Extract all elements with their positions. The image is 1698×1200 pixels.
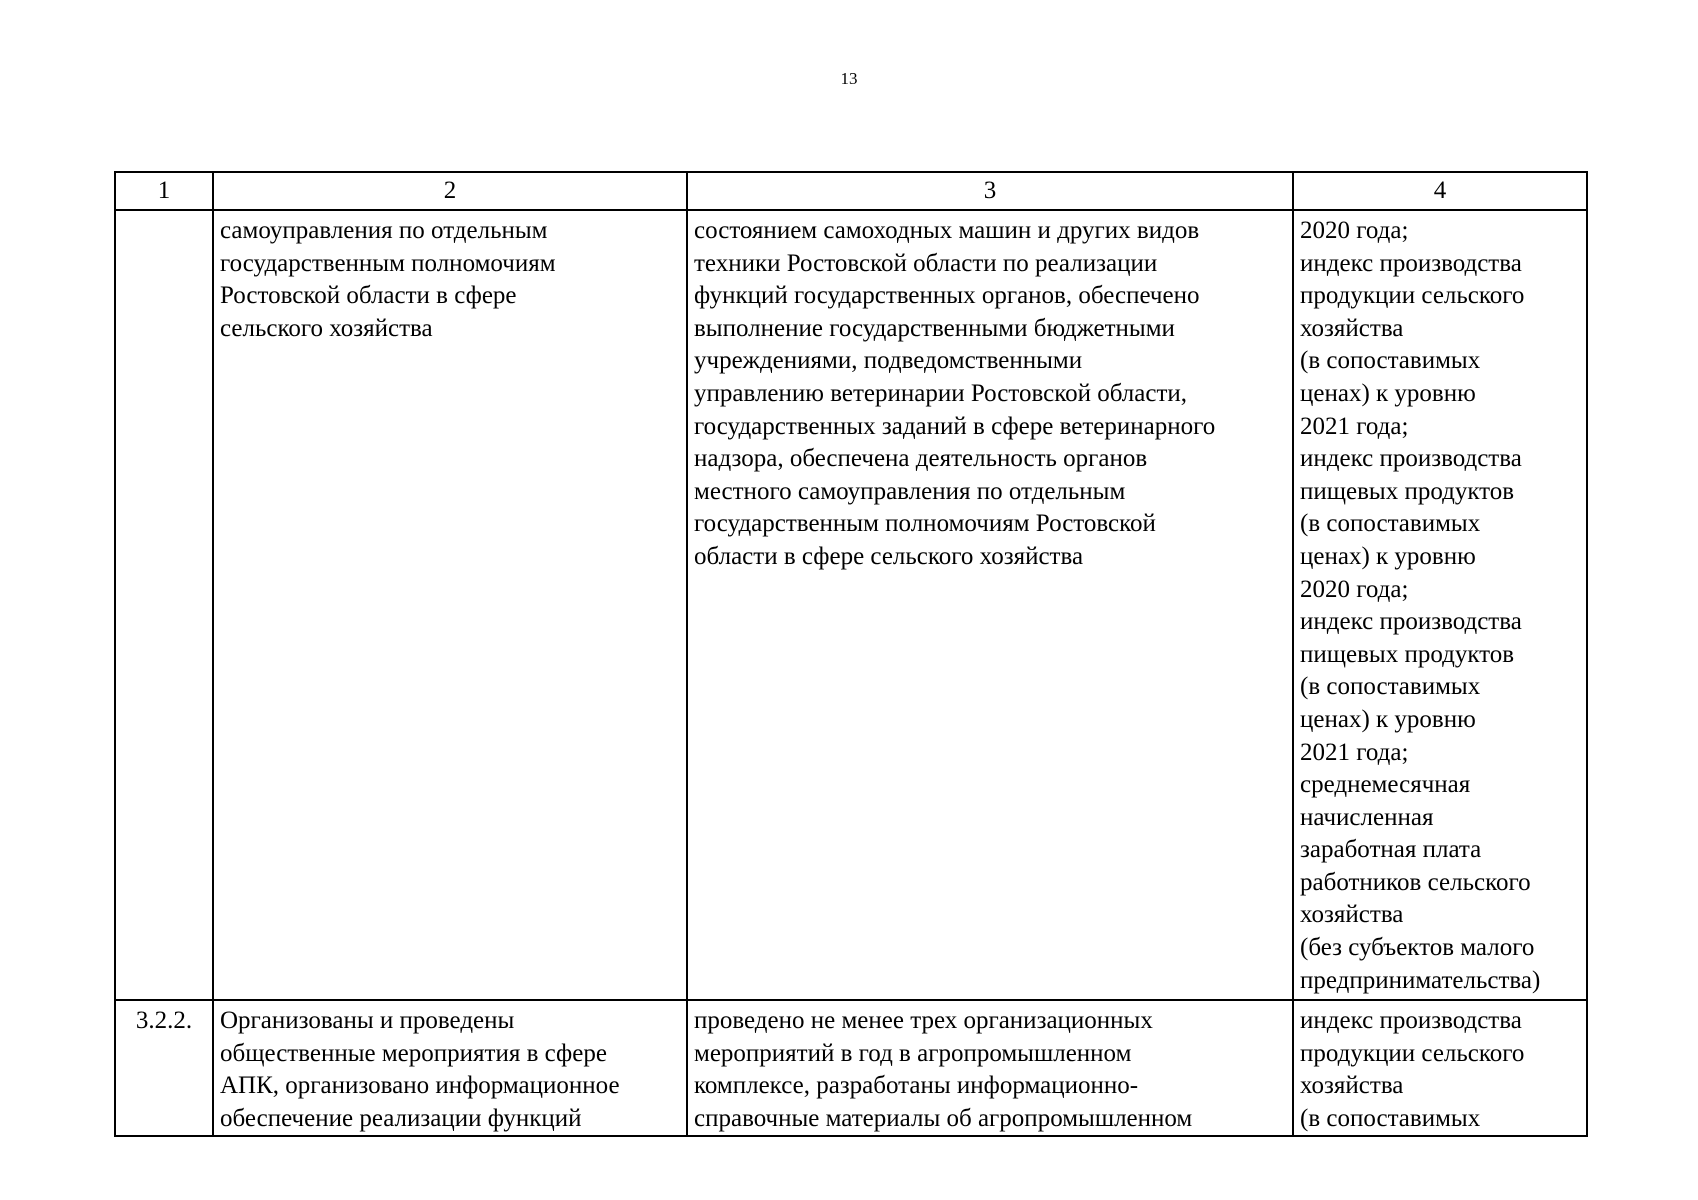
cell-text-line: индекс производства	[1300, 608, 1522, 636]
cell-text-line: самоуправления по отдельным	[220, 217, 548, 244]
cell-text-line: области в сфере сельского хозяйства	[694, 542, 1084, 570]
cell-text-line: хозяйства	[1300, 314, 1404, 342]
cell-text-line: ценах) к уровню	[1300, 542, 1476, 570]
cell-text-line: общественные мероприятия в сфере	[220, 1039, 607, 1067]
cell-text-line: выполнение государственными бюджетными	[694, 314, 1175, 342]
cell-text-line: АПК, организовано информационное	[220, 1072, 620, 1100]
cell-text-line: индекс производства	[1300, 249, 1522, 277]
cell-text-line: сельского хозяйства	[220, 314, 433, 342]
indicator-cell	[1293, 210, 1587, 1000]
cell-text-line: (в сопоставимых	[1300, 510, 1481, 538]
cell-text-line: ценах) к уровню	[1300, 379, 1476, 407]
cell-text-line: (в сопоставимых	[1300, 673, 1481, 701]
table-header-row	[115, 172, 1587, 210]
cell-text-line: хозяйства	[1300, 1072, 1404, 1100]
cell-text-line: продукции сельского	[1300, 1039, 1525, 1067]
cell-text-line: управлению ветеринарии Ростовской области,	[694, 379, 1188, 407]
cell-text-line: надзора, обеспечена деятельность органов	[694, 445, 1148, 473]
measure-name-cell	[213, 1000, 687, 1136]
column-header-4: 4	[1293, 172, 1587, 210]
table-row	[115, 1000, 1587, 1136]
cell-text-line: индекс производства	[1300, 1007, 1522, 1034]
cell-text-line: работников сельского	[1300, 868, 1531, 896]
column-header-2: 2	[213, 172, 687, 210]
cell-text-line: Ростовской области в сфере	[220, 282, 517, 310]
cell-text-line: (в сопоставимых	[1300, 347, 1481, 375]
column-header-1: 1	[115, 172, 213, 210]
cell-text-line: техники Ростовской области по реализации	[694, 249, 1158, 277]
cell-text-line: состоянием самоходных машин и других видов	[694, 217, 1200, 244]
column-header-3: 3	[687, 172, 1293, 210]
cell-text-line: мероприятий в год в агропромышленном	[694, 1039, 1132, 1067]
page-number: 13	[840, 69, 858, 88]
cell-text-line: Организованы и проведены	[220, 1007, 515, 1034]
measures-table	[114, 171, 1588, 1137]
cell-text-line: местного самоуправления по отдельным	[694, 477, 1126, 505]
cell-text-line: функций государственных органов, обеспечено	[694, 282, 1200, 310]
cell-text-line: обеспечение реализации функций	[220, 1104, 582, 1132]
cell-text-line: заработная плата	[1300, 836, 1482, 864]
expected-result-cell	[687, 1000, 1293, 1136]
cell-text-line: 2020 года;	[1300, 575, 1409, 603]
cell-text-line: начисленная	[1300, 803, 1434, 831]
cell-text-line: хозяйства	[1300, 901, 1404, 929]
cell-text-line: учреждениями, подведомственными	[694, 347, 1083, 375]
cell-text-line: 2020 года;	[1300, 217, 1409, 244]
cell-text-line: (в сопоставимых	[1300, 1104, 1481, 1132]
cell-text-line: справочные материалы об агропромышленном	[694, 1104, 1193, 1132]
cell-text-line: предпринимательства)	[1300, 966, 1541, 994]
cell-text-line: проведено не менее трех организационных	[694, 1007, 1153, 1034]
cell-text-line: государственных заданий в сфере ветеринарного	[694, 412, 1216, 440]
cell-text-line: ценах) к уровню	[1300, 705, 1476, 733]
table-row	[115, 210, 1587, 1000]
row-number-cell: 3.2.2.	[115, 1000, 213, 1136]
cell-text-line: государственным полномочиям Ростовской	[694, 510, 1156, 538]
cell-text-line: комплексе, разработаны информационно-	[694, 1072, 1139, 1100]
cell-text-line: 2021 года;	[1300, 738, 1409, 766]
cell-text-line: среднемесячная	[1300, 771, 1471, 799]
cell-text-line: пищевых продуктов	[1300, 477, 1515, 505]
row-number-cell	[115, 210, 213, 1000]
cell-text-line: 2021 года;	[1300, 412, 1409, 440]
cell-text-line: (без субъектов малого	[1300, 934, 1535, 962]
cell-text-line: пищевых продуктов	[1300, 640, 1515, 668]
measure-name-cell	[213, 210, 687, 1000]
cell-text-line: продукции сельского	[1300, 282, 1525, 310]
indicator-cell	[1293, 1000, 1587, 1136]
cell-text-line: государственным полномочиям	[220, 249, 556, 277]
cell-text-line: индекс производства	[1300, 445, 1522, 473]
expected-result-cell	[687, 210, 1293, 1000]
